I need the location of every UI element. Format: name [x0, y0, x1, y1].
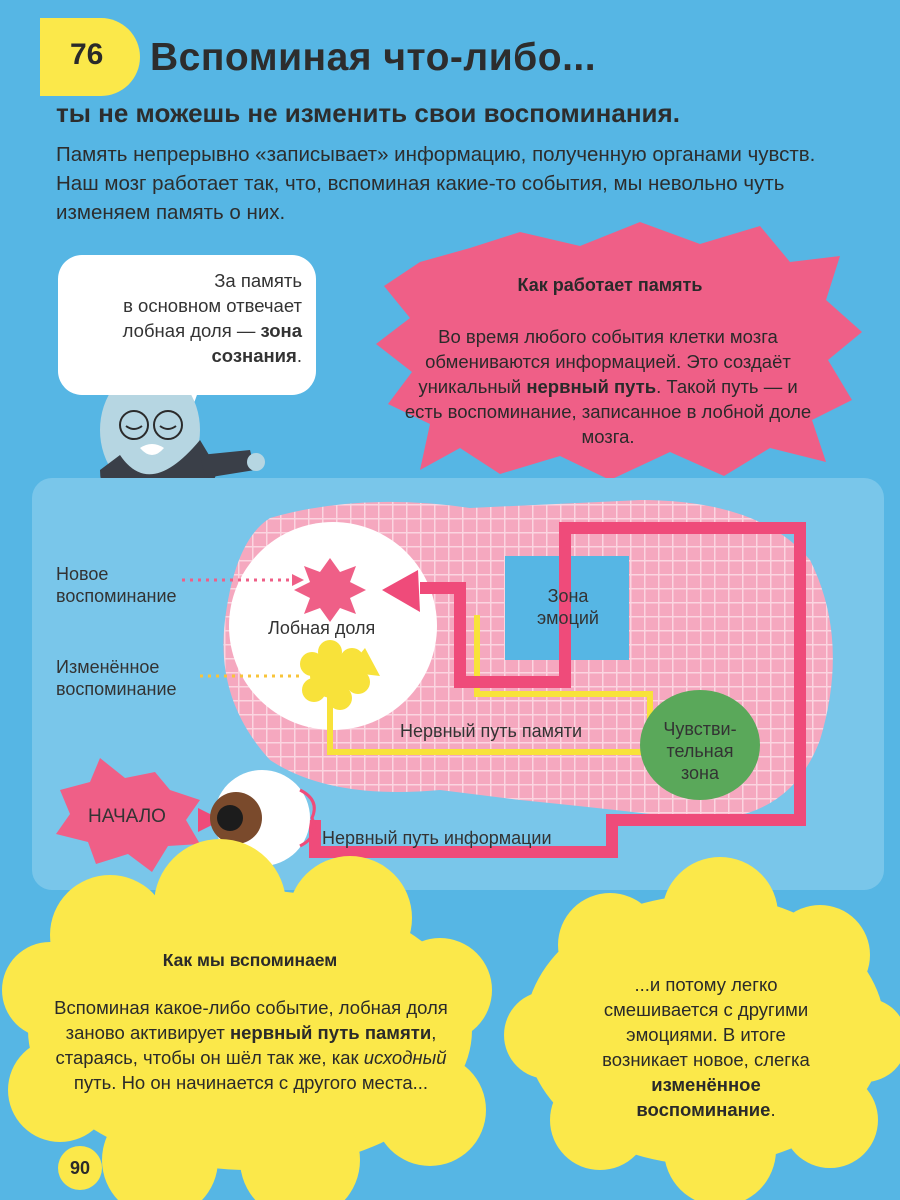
label-sensory-zone	[640, 718, 760, 784]
label-changed-memory-2: воспоминание	[56, 679, 177, 699]
recall-text-1: Вспоминая какое-либо событие, лобная доля заново активирует	[54, 997, 448, 1043]
label-changed-memory	[56, 656, 177, 700]
recall-box-title: Как мы вспоминаем	[162, 950, 338, 970]
label-emotion-zone-2: эмоций	[537, 608, 599, 628]
new-memory-star	[294, 558, 366, 622]
label-sensory-zone-1: Чувстви-	[663, 719, 737, 739]
intro-paragraph: Память непрерывно «записывает» информацию, полученную органами чувств. Наш мозг работает так, что, вспоминая какие-то события, мы невольно чуть изменяем память о них.	[56, 143, 816, 224]
memory-text-1: Во время любого события клетки мозга обмениваются информацией. Это создаёт уникальный	[418, 326, 791, 397]
label-start: НАЧАЛО	[88, 806, 166, 827]
label-new-memory	[56, 563, 177, 607]
recall-text-3: путь. Но он начинается с другого места...	[73, 1072, 429, 1093]
mix-text-1: ...и потому легко смешивается с другими эмоциями. В итоге возникает новое, слегка	[602, 974, 810, 1070]
label-emotion-zone	[506, 585, 630, 629]
label-emotion-zone-1: Зона	[547, 586, 589, 606]
recall-box-body	[46, 995, 456, 1095]
speech-line-1: За память	[214, 270, 302, 291]
memory-box-body	[398, 324, 818, 449]
page-title: Вспоминая что-либо...	[150, 36, 597, 79]
speech-bold-1: зона	[260, 320, 302, 341]
mix-text-2: .	[770, 1099, 776, 1120]
label-memory-path: Нервный путь памяти	[400, 721, 583, 741]
speech-bold-2: сознания	[211, 345, 297, 366]
speech-bubble-text	[70, 268, 302, 368]
section-number: 76	[70, 38, 104, 71]
speech-line-2: в основном отвечает	[123, 295, 302, 316]
mix-text-bold: изменённое воспоминание	[636, 1074, 771, 1120]
label-sensory-zone-2: тельная	[666, 741, 734, 761]
recall-text-2: , стараясь, чтобы он шёл так же, как	[55, 1022, 437, 1068]
label-frontal-lobe: Лобная доля	[268, 618, 376, 638]
label-sensory-zone-3: зона	[680, 763, 719, 783]
label-changed-memory-1: Изменённое	[56, 657, 160, 677]
memory-text-bold: нервный путь	[526, 376, 657, 397]
page-subtitle: ты не можешь не изменить свои воспоминания.	[56, 98, 680, 128]
mix-box-body	[586, 972, 826, 1122]
page-number: 90	[58, 1146, 102, 1190]
memory-box-title: Как работает память	[517, 275, 703, 295]
recall-text-bold: нервный путь памяти	[229, 1022, 432, 1043]
speech-end: .	[296, 345, 302, 366]
memory-text-2: . Такой путь — и есть воспоминание, записанное в лобной доле мозга.	[404, 376, 812, 447]
label-info-path: Нервный путь информации	[322, 828, 552, 848]
speech-line-3: лобная доля —	[122, 320, 261, 341]
label-new-memory-1: Новое	[56, 564, 109, 584]
recall-text-italic: исходный	[363, 1047, 447, 1068]
label-new-memory-2: воспоминание	[56, 586, 177, 606]
